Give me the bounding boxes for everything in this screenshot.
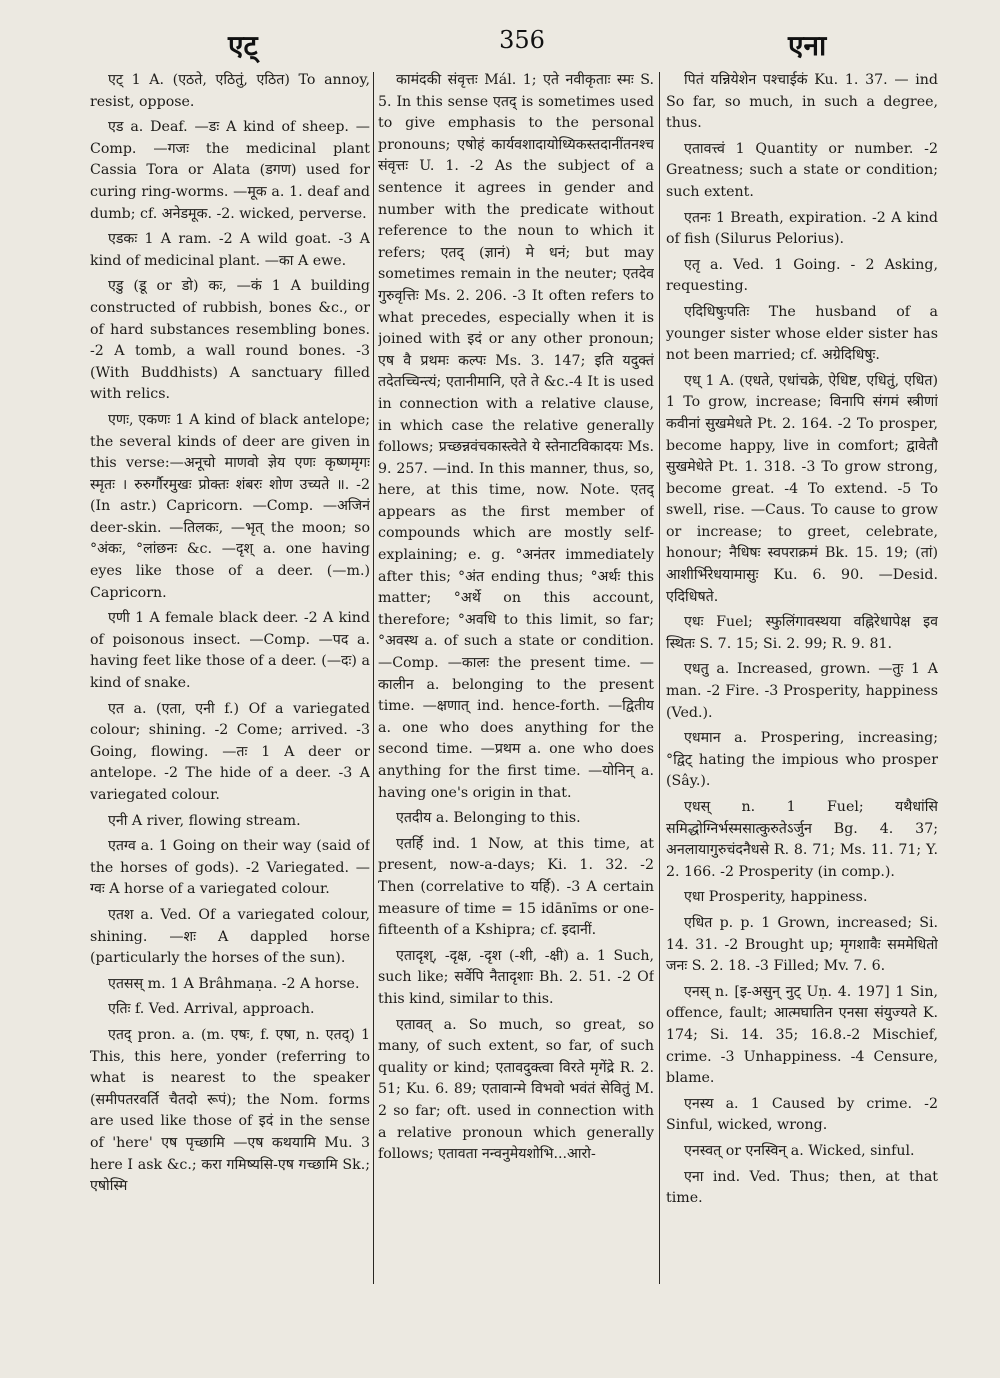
dictionary-entry: एधा Prosperity, happiness. — [684, 889, 868, 906]
dictionary-entry: एतर्हि ind. 1 Now, at this time, at present, now-a-days; Ki. 1. 32. -2 Then (correlative to यर्हि). -3 A certain measure of time = 15 idānīms or one-fifteenth of a Kshipra; cf. इदानीं. — [378, 835, 654, 939]
dictionary-entry: एनस्वत् or एनस्विन् a. Wicked, sinful. — [684, 1142, 915, 1159]
column-rule — [373, 72, 374, 1284]
dictionary-entry: एतनः 1 Breath, expiration. -2 A kind of fish (Silurus Pelorius). — [666, 209, 938, 248]
dictionary-entry: एत a. (एता, एनी f.) Of a variegated colour; shining. -2 Come; arrived. -3 Going, flowing. —तः 1 A deer or antelope. -2 The hide of a deer. -3 A variegated colour. — [90, 700, 370, 803]
dictionary-entry: एदिधिषुःपतिः The husband of a younger sister whose elder sister has not been married; cf. अग्रेदिधिषुः. — [666, 303, 938, 364]
dictionary-entry: एधतु a. Increased, grown. —तुः 1 A man. -2 Fire. -3 Prosperity, happiness (Ved.). — [666, 661, 938, 721]
dictionary-entry: पितं यन्नियेशेन पश्चाईकं Ku. 1. 37. — ind So far, so much, in such a degree, thus. — [666, 72, 938, 132]
dictionary-entry: एधमान a. Prospering, increasing; °द्विट् hating the impious who prosper (Sây.). — [666, 730, 938, 790]
dictionary-entry: एधित p. p. 1 Grown, increased; Si. 14. 31. -2 Brought up; मृगशावैः सममेधितो जनः S. 2. 18. -3 Filled; Mv. 7. 6. — [666, 914, 938, 975]
dictionary-entry: एना ind. Ved. Thus; then, at that time. — [666, 1168, 938, 1207]
dictionary-entry: एतश a. Ved. Of a variegated colour, shining. —शः A dappled horse (particularly the horses of the sun). — [90, 906, 370, 967]
dictionary-entry: एतादृश्, -दृक्ष, -दृश (-शी, -क्षी) a. 1 Such, such like; सर्वेपि नैतादृशाः Bh. 2. 51. -2 Of this kind, similar to this. — [378, 947, 654, 1007]
column-left — [90, 70, 370, 1365]
dictionary-entry: एध् 1 A. (एधते, एधांचक्रे, ऐधिष्ट, एधितुं, एधित) 1 To grow, increase; विनापि संगमं स्त्रीणां कवीनां सुखमेधते Pt. 2. 164. -2 To prosper, become happy, live in comfort; द्वावेतौ सुखमेधेते Pt. 1. 318. -3 To grow strong, become great. -4 To extend. -5 To swell, rise. —Caus. To cause to grow or increase; to greet, celebrate, honour; नैधिषः स्वपराक्रमं Bk. 15. 19; (तां) आशीर्भिरेधयामासुः Ku. 6. 90. —Desid. एदिधिषते. — [666, 372, 938, 605]
dictionary-entry: एनस्य a. 1 Caused by crime. -2 Sinful, wicked, wrong. — [666, 1095, 938, 1134]
dictionary-entry: एतद् pron. a. (m. एषः, f. एषा, n. एतद्) 1 This, this here, yonder (referring to what is nearest to the speaker (समीपतरवर्ति चैतदो रूपं); the Nom. forms are used like those of इदं in the sense of 'here' एष पृच्छामि —एष कथयामि Mu. 3 here I ask &c.; करा गमिष्यसि-एष गच्छामि Sk.; एषोस्मि — [90, 1026, 370, 1195]
dictionary-entry: एधस् n. 1 Fuel; यथैधांसि समिद्धोग्निर्भस्मसात्कुरुतेऽर्जुन Bg. 4. 37; अनलायागुरुचंदनैधसे R. 8. 71; Ms. 11. 71; Y. 2. 166. -2 Prosperity (in comp.). — [666, 799, 938, 880]
dictionary-entry: एडकः 1 A ram. -2 A wild goat. -3 A kind of medicinal plant. —का A ewe. — [90, 231, 370, 269]
dictionary-entry: एडु (डू or डो) कः, —कं 1 A building constructed of rubbish, bones &c., or of hard substances resembling bones. -2 A tomb, a wall round bones. -3 (With Buddhists) A sanctuary filled with relics. — [90, 278, 370, 403]
page-number: 356 — [499, 26, 545, 54]
column-middle — [378, 70, 654, 1365]
dictionary-entry: एतग्व a. 1 Going on their way (said of the horses of gods). -2 Variegated. —ग्वः A horse of a variegated colour. — [90, 838, 370, 898]
dictionary-entry: एड a. Deaf. —डः A kind of sheep. —Comp. —गजः the medicinal plant Cassia Tora or Alata (डगण) used for curing ring-worms. —मूक a. 1. deaf and dumb; cf. अनेडमूक. -2. wicked, perverse. — [90, 119, 370, 222]
dictionary-entry: एनी A river, flowing stream. — [108, 812, 301, 829]
column-right — [666, 70, 938, 1365]
dictionary-entry: एणी 1 A female black deer. -2 A kind of poisonous insect. —Comp. —पद a. having feet like those of a deer. (—दः) a kind of snake. — [90, 610, 370, 692]
dictionary-entry: कामंदकी संवृत्तः Mál. 1; एते नवीकृताः स्मः S. 5. In this sense एतद् is sometimes used to give emphasis to the personal pronouns; एषोहं कार्यवशादायोध्यिकस्तदानींतनश्च संवृत्तः U. 1. -2 As the subject of a sentence it agrees in gender and number with the predicate without reference to the noun to which it refers; एतद् (ज्ञानं) मे धनं; but may sometimes remain in the neuter; एतदेव गुरुवृत्तिः Ms. 2. 206. -3 It often refers to what precedes, especially when it is joined with इदं or any other pronoun; एष वै प्रथमः कल्पः Ms. 3. 147; इति यदुक्तं तदेतच्चिन्त्यं; एतानीमानि, एते ते &c.-4 It is used in connection with a relative clause, in which case the relative generally follows; प्रच्छन्नवंचकास्त्वेते ये स्तेनाटविकादयः Ms. 9. 257. —ind. In this manner, thus, so, here, at this time, now. Note. एतद् appears as the first member of compounds which are mostly self-explaining; e. g. °अनंतर immediately after this; °अंत ending thus; °अर्थः this matter; °अर्थे on this account, therefore; °अवधि to this limit, so far; °अवस्थ a. of such a state or condition. —Comp. —कालः the present time. —कालीन a. belonging to the present time. —क्षणात् ind. hence-forth. —द्वितीय a. one who does anything for the second time. —प्रथम a. one who does anything for the first time. —योनिन् a. having one's origin in that. — [378, 72, 654, 801]
dictionary-entry: एतदीय a. Belonging to this. — [396, 810, 581, 827]
dictionary-entry: एणः, एकणः 1 A kind of black antelope; the several kinds of deer are given in this verse:—अनूचो माणवो ज्ञेय एणः कृष्णमृगः स्मृतः । रुरुर्गौरमुखः प्रोक्तः शंबरः शोण उच्यते ॥. -2 (In astr.) Capricorn. —Comp. —अजिनं deer-skin. —तिलकः, —भृत् the moon; so °अंकः, °लांछनः &c. —दृश् a. one having eyes like those of a deer. (—m.) Capricorn. — [90, 411, 370, 601]
dictionary-entry: एतृ a. Ved. 1 Going. - 2 Asking, requesting. — [666, 256, 938, 295]
header-left-catchword: एट् — [228, 29, 258, 62]
dictionary-entry: एतसस् m. 1 A Brâhmaṇa. -2 A horse. — [108, 975, 360, 992]
header-right-catchword: एना — [788, 29, 827, 62]
dictionary-entry: एतावत्त्वं 1 Quantity or number. -2 Greatness; such a state or condition; such extent. — [666, 140, 938, 200]
dictionary-entry: एतावत् a. So much, so great, so many, of such extent, so far, of such quality or kind; एतावदुक्त्वा विरते मृगेंद्रे R. 2. 51; Ku. 6. 89; एतावान्मे विभवो भवंतं सेवितुं M. 2 so far; oft. used in connection with a relative pronoun which generally follows; एतावता नन्वनुमेयशोभि...आरो- — [378, 1016, 654, 1163]
dictionary-entry: एधः Fuel; स्फुलिंगावस्थया वह्निरेधापेक्ष इव स्थितः S. 7. 15; Si. 2. 99; R. 9. 81. — [666, 614, 938, 652]
dictionary-entry: एतिः f. Ved. Arrival, approach. — [108, 1001, 315, 1018]
dictionary-entry: एट् 1 A. (एठते, एठितुं, एठित) To annoy, resist, oppose. — [90, 72, 370, 110]
column-rule — [659, 72, 660, 1284]
dictionary-entry: एनस् n. [इ-असुन् नुट् Uṇ. 4. 197] 1 Sin, offence, fault; आत्मघातिन एनसा संयुज्यते K. 174; Si. 14. 35; 16.8.-2 Mischief, crime. -3 Unhappiness. -4 Censure, blame. — [666, 983, 938, 1087]
